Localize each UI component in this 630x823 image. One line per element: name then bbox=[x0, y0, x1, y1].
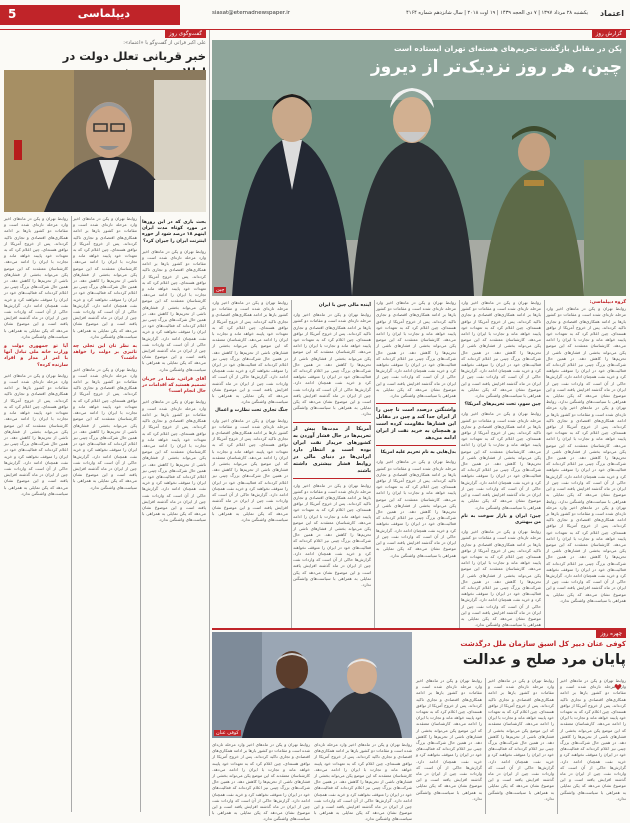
column-divider bbox=[71, 216, 72, 812]
bottom-body-4: روابط تهران و پکن در ماه‌های اخیر وارد مرحله تازه‌ای شده است و مقامات دو کشور بارها بر ادامه همکاری‌های اقتصادی و تجاری تاکید کرده‌اند. پس از خروج آمریکا از توافق هسته‌ای، چین اعلام کرد که به تعهدات خود پایبند خواهد ماند و تجارت با ایران را ادامه می‌دهد. کارشناسان معتقدند که این موضع پکن می‌تواند بخشی از فشارهای ناشی از تحریم‌ها را کاهش دهد. در همین حال شرکت‌های بزرگ چینی نیز اعلام کرده‌اند که فعالیت‌های خود در ایران را متوقف نخواهند کرد و خرید نفت همچنان ادامه دارد. گزارش‌ها حاکی از آن است که واردات نفت چین از ایران در ماه گذشته افزایش یافته است و این موضوع نشان می‌دهد که پکن تمایلی به همراهی با سیاست‌های واشنگتن ندارد. bbox=[212, 742, 310, 822]
bottom-col-3 bbox=[416, 678, 482, 814]
interview-headline: خبر قربانی تعلل دولت در bbox=[62, 49, 206, 63]
section-banner bbox=[0, 5, 180, 25]
top-story-body-1: روابط تهران و پکن در ماه‌های اخیر وارد مرحله تازه‌ای شده است و مقامات دو کشور بارها بر ادامه همکاری‌های اقتصادی و تجاری تاکید کرده‌اند. پس از خروج آمریکا از توافق هسته‌ای، چین اعلام کرد که به تعهدات خود پایبند خواهد ماند و تجارت با ایران را ادامه می‌دهد. کارشناسان معتقدند که این موضع پکن می‌تواند بخشی از فشارهای ناشی از تحریم‌ها را کاهش دهد. در همین حال شرکت‌های بزرگ چینی نیز اعلام کرده‌اند که فعالیت‌های خود در ایران را متوقف نخواهند کرد و خرید نفت همچنان ادامه دارد. گزارش‌ها حاکی از آن است که واردات نفت چین از ایران در ماه گذشته افزایش یافته است و این موضوع نشان می‌دهد که پکن تمایلی به همراهی با سیاست‌های واشنگتن ندارد. bbox=[546, 306, 626, 405]
interview-body-3: روابط تهران و پکن در ماه‌های اخیر وارد مرحله تازه‌ای شده است و مقامات دو کشور بارها بر ادامه همکاری‌های اقتصادی و تجاری تاکید کرده‌اند. پس از خروج آمریکا از توافق هسته‌ای، چین اعلام کرد که به تعهدات خود پایبند خواهد ماند و تجارت با ایران را ادامه می‌دهد. کارشناسان معتقدند که این موضع پکن می‌تواند بخشی از فشارهای ناشی از تحریم‌ها را کاهش دهد. در همین حال شرکت‌های بزرگ چینی نیز اعلام کرده‌اند که فعالیت‌های خود در ایران را متوقف نخواهند کرد و خرید نفت همچنان ادامه دارد. گزارش‌ها حاکی از آن است که واردات نفت چین از ایران در ماه گذشته افزایش یافته است و این موضوع نشان می‌دهد که پکن تمایلی به همراهی با سیاست‌های واشنگتن ندارد. bbox=[73, 216, 137, 339]
interview-q2: آقای فراتی، شما در جریان تصمیم هستید که اقدامات در حال انجام است؟ bbox=[142, 376, 206, 395]
bottom-body-2: روابط تهران و پکن در ماه‌های اخیر وارد مرحله تازه‌ای شده است و مقامات دو کشور بارها بر ادامه همکاری‌های اقتصادی و تجاری تاکید کرده‌اند. پس از خروج آمریکا از توافق هسته‌ای، چین اعلام کرد که به تعهدات خود پایبند خواهد ماند و تجارت با ایران را ادامه می‌دهد. کارشناسان معتقدند که این موضع پکن می‌تواند بخشی از فشارهای ناشی از تحریم‌ها را کاهش دهد. در همین حال شرکت‌های بزرگ چینی نیز اعلام کرده‌اند که فعالیت‌های خود در ایران را متوقف نخواهند کرد و خرید نفت همچنان ادامه دارد. گزارش‌ها حاکی از آن است که واردات نفت چین از ایران در ماه گذشته افزایش یافته است و این موضوع نشان می‌دهد که پکن تمایلی به همراهی با سیاست‌های واشنگتن ندارد. bbox=[488, 678, 554, 801]
interview-body-4: روابط تهران و پکن در ماه‌های اخیر وارد مرحله تازه‌ای شده است و مقامات دو کشور بارها بر ادامه همکاری‌های اقتصادی و تجاری تاکید کرده‌اند. پس از خروج آمریکا از توافق هسته‌ای، چین اعلام کرد که به تعهدات خود پایبند خواهد ماند و تجارت با ایران را ادامه می‌دهد. کارشناسان معتقدند که این موضع پکن می‌تواند بخشی از فشارهای ناشی از تحریم‌ها را کاهش دهد. در همین حال شرکت‌های بزرگ چینی نیز اعلام کرده‌اند که فعالیت‌های خود در ایران را متوقف نخواهند کرد و خرید نفت همچنان ادامه دارد. گزارش‌ها حاکی از آن است که واردات نفت چین از ایران در ماه گذشته افزایش یافته است و این موضوع نشان می‌دهد که پکن تمایلی به همراهی با سیاست‌های واشنگتن ندارد. bbox=[73, 366, 137, 490]
column-divider bbox=[485, 678, 486, 814]
top-story-photo bbox=[212, 40, 626, 296]
bottom-story bbox=[212, 630, 626, 822]
top-col-2 bbox=[461, 300, 541, 628]
bottom-col-1 bbox=[560, 678, 626, 814]
interview-body-5: روابط تهران و پکن در ماه‌های اخیر وارد مرحله تازه‌ای شده است و مقامات دو کشور بارها بر ادامه همکاری‌های اقتصادی و تجاری تاکید کرده‌اند. پس از خروج آمریکا از توافق هسته‌ای، چین اعلام کرد که به تعهدات خود پایبند خواهد ماند و تجارت با ایران را ادامه می‌دهد. کارشناسان معتقدند که این موضع پکن می‌تواند بخشی از فشارهای ناشی از تحریم‌ها را کاهش دهد. در همین حال شرکت‌های بزرگ چینی نیز اعلام کرده‌اند که فعالیت‌های خود در ایران را متوقف نخواهند کرد و خرید نفت همچنان ادامه دارد. گزارش‌ها حاکی از آن است که واردات نفت چین از ایران در ماه گذشته افزایش یافته است و این موضوع نشان می‌دهد که پکن تمایلی به همراهی با سیاست‌های واشنگتن ندارد. bbox=[4, 216, 68, 339]
top-story-body-7: روابط تهران و پکن در ماه‌های اخیر وارد مرحله تازه‌ای شده است و مقامات دو کشور بارها بر ادامه همکاری‌های اقتصادی و تجاری تاکید کرده‌اند. پس از خروج آمریکا از توافق هسته‌ای، چین اعلام کرد که به تعهدات خود پایبند خواهد ماند و تجارت با ایران را ادامه می‌دهد. کارشناسان معتقدند که این موضع پکن می‌تواند بخشی از فشارهای ناشی از تحریم‌ها را کاهش دهد. در همین حال شرکت‌های بزرگ چینی نیز اعلام کرده‌اند که فعالیت‌های خود در ایران را متوقف نخواهند کرد و خرید نفت همچنان ادامه دارد. گزارش‌ها حاکی از آن است که واردات نفت چین از ایران در ماه گذشته افزایش یافته است و این موضوع نشان می‌دهد که پکن تمایلی به همراهی با سیاست‌های واشنگتن ندارد. bbox=[376, 300, 456, 399]
top-story-body-5: روابط تهران و پکن در ماه‌های اخیر وارد مرحله تازه‌ای شده است و مقامات دو کشور بارها بر ادامه همکاری‌های اقتصادی و تجاری تاکید کرده‌اند. پس از خروج آمریکا از توافق هسته‌ای، چین اعلام کرد که به تعهدات خود پایبند خواهد ماند و تجارت با ایران را ادامه می‌دهد. کارشناسان معتقدند که این موضع پکن می‌تواند بخشی از فشارهای ناشی از تحریم‌ها را کاهش دهد. در همین حال شرکت‌های بزرگ چینی نیز اعلام کرده‌اند که فعالیت‌های خود در ایران را متوقف نخواهند کرد و خرید نفت همچنان ادامه دارد. گزارش‌ها حاکی از آن است که واردات نفت چین از ایران در ماه گذشته افزایش یافته است و این موضوع نشان می‌دهد که پکن تمایلی به همراهی با سیاست‌های واشنگتن ندارد. bbox=[461, 411, 541, 510]
bottom-body-1: روابط تهران و پکن در ماه‌های اخیر وارد مرحله تازه‌ای شده است و مقامات دو کشور بارها بر ادامه همکاری‌های اقتصادی و تجاری تاکید کرده‌اند. پس از خروج آمریکا از توافق هسته‌ای، چین اعلام کرد که به تعهدات خود پایبند خواهد ماند و تجارت با ایران را ادامه می‌دهد. کارشناسان معتقدند که این موضع پکن می‌تواند بخشی از فشارهای ناشی از تحریم‌ها را کاهش دهد. در همین حال شرکت‌های بزرگ چینی نیز اعلام کرده‌اند که فعالیت‌های خود در ایران را متوقف نخواهند کرد و خرید نفت همچنان ادامه دارد. گزارش‌ها حاکی از آن است که واردات نفت چین از ایران در ماه گذشته افزایش یافته است و این موضوع نشان می‌دهد که پکن تمایلی به همراهی با سیاست‌های واشنگتن ندارد. bbox=[560, 678, 626, 801]
middle-body-3: روابط تهران و پکن در ماه‌های اخیر وارد مرحله تازه‌ای شده است و مقامات دو کشور بارها بر ادامه همکاری‌های اقتصادی و تجاری تاکید کرده‌اند. پس از خروج آمریکا از توافق هسته‌ای، چین اعلام کرد که به تعهدات خود پایبند خواهد ماند و تجارت با ایران را ادامه می‌دهد. کارشناسان معتقدند که این موضع پکن می‌تواند بخشی از فشارهای ناشی از تحریم‌ها را کاهش دهد. در همین حال شرکت‌های بزرگ چینی نیز اعلام کرده‌اند که فعالیت‌های خود در ایران را متوقف نخواهند کرد و خرید نفت همچنان ادامه دارد. گزارش‌ها حاکی از آن است که واردات نفت چین از ایران در ماه گذشته افزایش یافته است و این موضوع نشان می‌دهد که پکن تمایلی به همراهی با سیاست‌های واشنگتن ندارد. bbox=[212, 300, 288, 405]
top-story-body-8: روابط تهران و پکن در ماه‌های اخیر وارد مرحله تازه‌ای شده است و مقامات دو کشور بارها بر ادامه همکاری‌های اقتصادی و تجاری تاکید کرده‌اند. پس از خروج آمریکا از توافق هسته‌ای، چین اعلام کرد که به تعهدات خود پایبند خواهد ماند و تجارت با ایران را ادامه می‌دهد. کارشناسان معتقدند که این موضع پکن می‌تواند بخشی از فشارهای ناشی از تحریم‌ها را کاهش دهد. در همین حال شرکت‌های بزرگ چینی نیز اعلام کرده‌اند که فعالیت‌های خود در ایران را متوقف نخواهند کرد و خرید نفت همچنان ادامه دارد. گزارش‌ها حاکی از آن است که واردات نفت چین از ایران در ماه گذشته افزایش یافته است و این موضوع نشان می‌دهد که پکن تمایلی به همراهی با سیاست‌های واشنگتن ندارد. bbox=[376, 459, 456, 558]
masthead bbox=[0, 0, 630, 30]
bottom-body-5: روابط تهران و پکن در ماه‌های اخیر وارد مرحله تازه‌ای شده است و مقامات دو کشور بارها بر ادامه همکاری‌های اقتصادی و تجاری تاکید کرده‌اند. پس از خروج آمریکا از توافق هسته‌ای، چین اعلام کرد که به تعهدات خود پایبند خواهد ماند و تجارت با ایران را ادامه می‌دهد. کارشناسان معتقدند که این موضع پکن می‌تواند بخشی از فشارهای ناشی از تحریم‌ها را کاهش دهد. در همین حال شرکت‌های بزرگ چینی نیز اعلام کرده‌اند که فعالیت‌های خود در ایران را متوقف نخواهند کرد و خرید نفت همچنان ادامه دارد. گزارش‌ها حاکی از آن است که واردات نفت چین از ایران در ماه گذشته افزایش یافته است و این موضوع نشان می‌دهد که پکن تمایلی به همراهی با سیاست‌های واشنگتن ندارد. bbox=[314, 742, 412, 822]
interview-q4: آیا تو جمهوری دولت و وزارت خانه ملی تبادل آنها با امر از مدار و افراد سازنده کرده؟ bbox=[4, 344, 68, 368]
top-story-tag: گزارش روز bbox=[592, 30, 626, 38]
top-story-author: گروه دیپلماسی: bbox=[589, 300, 626, 305]
interview-col-middle bbox=[73, 216, 137, 812]
bottom-story-kicker: کوفی عنان دبیر کل اسبق سازمان ملل درگذشت bbox=[460, 640, 626, 648]
top-story-kicker: پکن در مقابل بازگشت تحریم‌های هسته‌ای تهران ایستاده است bbox=[393, 44, 622, 53]
column-divider bbox=[140, 216, 141, 812]
top-col-1 bbox=[546, 300, 626, 628]
bottom-col-4 bbox=[212, 742, 310, 822]
top-col-3 bbox=[376, 300, 456, 628]
interview-body-6: روابط تهران و پکن در ماه‌های اخیر وارد مرحله تازه‌ای شده است و مقامات دو کشور بارها بر ادامه همکاری‌های اقتصادی و تجاری تاکید کرده‌اند. پس از خروج آمریکا از توافق هسته‌ای، چین اعلام کرد که به تعهدات خود پایبند خواهد ماند و تجارت با ایران را ادامه می‌دهد. کارشناسان معتقدند که این موضع پکن می‌تواند بخشی از فشارهای ناشی از تحریم‌ها را کاهش دهد. در همین حال شرکت‌های بزرگ چینی نیز اعلام کرده‌اند که فعالیت‌های خود در ایران را متوقف نخواهند کرد و خرید نفت همچنان ادامه دارد. گزارش‌ها حاکی از آن است که واردات نفت چین از ایران در ماه گذشته افزایش یافته است و این موضوع نشان می‌دهد که پکن تمایلی به همراهی با سیاست‌های واشنگتن ندارد. bbox=[4, 372, 68, 496]
top-story-body-3: روابط تهران و پکن در ماه‌های اخیر وارد مرحله تازه‌ای شده است و مقامات دو کشور بارها بر ادامه همکاری‌های اقتصادی و تجاری تاکید کرده‌اند. پس از خروج آمریکا از توافق هسته‌ای، چین اعلام کرد که به تعهدات خود پایبند خواهد ماند و تجارت با ایران را ادامه می‌دهد. کارشناسان معتقدند که این موضع پکن می‌تواند بخشی از فشارهای ناشی از تحریم‌ها را کاهش دهد. در همین حال شرکت‌های بزرگ چینی نیز اعلام کرده‌اند که فعالیت‌های خود در ایران را متوقف نخواهند کرد و خرید نفت همچنان ادامه دارد. گزارش‌ها حاکی از آن است که واردات نفت چین از ایران در ماه گذشته افزایش یافته است و این موضوع نشان می‌دهد که پکن تمایلی به همراهی با سیاست‌های واشنگتن ندارد. bbox=[546, 498, 626, 603]
photo-caption: چین bbox=[216, 287, 225, 293]
bottom-col-5 bbox=[314, 742, 412, 822]
top-story-sub1: چین سوم، تحت تحریم‌های آمریکا؟ bbox=[464, 402, 541, 408]
middle-body-1: روابط تهران و پکن در ماه‌های اخیر وارد مرحله تازه‌ای شده است و مقامات دو کشور بارها بر ادامه همکاری‌های اقتصادی و تجاری تاکید کرده‌اند. پس از خروج آمریکا از توافق هسته‌ای، چین اعلام کرد که به تعهدات خود پایبند خواهد ماند و تجارت با ایران را ادامه می‌دهد. کارشناسان معتقدند که این موضع پکن می‌تواند بخشی از فشارهای ناشی از تحریم‌ها را کاهش دهد. در همین حال شرکت‌های بزرگ چینی نیز اعلام کرده‌اند که فعالیت‌های خود در ایران را متوقف نخواهند کرد و خرید نفت همچنان ادامه دارد. گزارش‌ها حاکی از آن است که واردات نفت چین از ایران در ماه گذشته افزایش یافته است و این موضوع نشان می‌دهد که پکن تمایلی به همراهی با سیاست‌های واشنگتن ندارد. bbox=[293, 312, 371, 417]
column-divider bbox=[544, 300, 545, 628]
interview-col-left bbox=[4, 216, 68, 812]
top-story bbox=[212, 30, 626, 628]
column-divider bbox=[459, 300, 460, 628]
top-story-body-4: روابط تهران و پکن در ماه‌های اخیر وارد مرحله تازه‌ای شده است و مقامات دو کشور بارها بر ادامه همکاری‌های اقتصادی و تجاری تاکید کرده‌اند. پس از خروج آمریکا از توافق هسته‌ای، چین اعلام کرد که به تعهدات خود پایبند خواهد ماند و تجارت با ایران را ادامه می‌دهد. کارشناسان معتقدند که این موضع پکن می‌تواند بخشی از فشارهای ناشی از تحریم‌ها را کاهش دهد. در همین حال شرکت‌های بزرگ چینی نیز اعلام کرده‌اند که فعالیت‌های خود در ایران را متوقف نخواهند کرد و خرید نفت همچنان ادامه دارد. گزارش‌ها حاکی از آن است که واردات نفت چین از ایران در ماه گذشته افزایش یافته است و این موضوع نشان می‌دهد که پکن تمایلی به همراهی با سیاست‌های واشنگتن ندارد. bbox=[461, 300, 541, 399]
interview-byline: علی اکبر فراتی از گفت‌وگو با «اعتماد»: bbox=[123, 40, 206, 46]
bottom-story-tag: چهره روز bbox=[596, 630, 626, 638]
interview-body-1: روابط تهران و پکن در ماه‌های اخیر وارد مرحله تازه‌ای شده است و مقامات دو کشور بارها بر ادامه همکاری‌های اقتصادی و تجاری تاکید کرده‌اند. پس از خروج آمریکا از توافق هسته‌ای، چین اعلام کرد که به تعهدات خود پایبند خواهد ماند و تجارت با ایران را ادامه می‌دهد. کارشناسان معتقدند که این موضع پکن می‌تواند بخشی از فشارهای ناشی از تحریم‌ها را کاهش دهد. در همین حال شرکت‌های بزرگ چینی نیز اعلام کرده‌اند که فعالیت‌های خود در ایران را متوقف نخواهند کرد و خرید نفت همچنان ادامه دارد. گزارش‌ها حاکی از آن است که واردات نفت چین از ایران در ماه گذشته افزایش یافته است و این موضوع نشان می‌دهد که پکن تمایلی به همراهی با سیاست‌های واشنگتن ندارد. bbox=[142, 248, 206, 372]
top-col-5 bbox=[212, 300, 288, 628]
top-story-body-2: روابط تهران و پکن در ماه‌های اخیر وارد مرحله تازه‌ای شده است و مقامات دو کشور بارها بر ادامه همکاری‌های اقتصادی و تجاری تاکید کرده‌اند. پس از خروج آمریکا از توافق هسته‌ای، چین اعلام کرد که به تعهدات خود پایبند خواهد ماند و تجارت با ایران را ادامه می‌دهد. کارشناسان معتقدند که این موضع پکن می‌تواند بخشی از فشارهای ناشی از تحریم‌ها را کاهش دهد. در همین حال شرکت‌های بزرگ چینی نیز اعلام کرده‌اند که فعالیت‌های خود در ایران را متوقف نخواهند کرد و خرید نفت همچنان ادامه دارد. گزارش‌ها حاکی از آن است که واردات نفت چین از ایران در ماه گذشته افزایش یافته است و این موضوع نشان می‌دهد که پکن تمایلی به همراهی با سیاست‌های واشنگتن ندارد. bbox=[546, 399, 626, 504]
top-story-sub2: چین؛ ایران و بازار سوخت به نام من ببهنتری bbox=[461, 513, 541, 525]
bottom-story-photo bbox=[212, 632, 412, 738]
middle-sub1: آینده مالی چین با ایران bbox=[318, 303, 371, 308]
top-col-4 bbox=[293, 300, 371, 628]
vertical-separator bbox=[209, 30, 210, 816]
masthead-dateline: یکشنبه ۲۸ مرداد ۱۳۹۷ | ۷ ذی الحجه ۱۴۳۹ | ۱۹ اوت ۲۰۱۸ | سال شانزدهم شماره ۴۱۶۴ bbox=[406, 10, 588, 16]
middle-sub2: جنگ تجاری تحت نظارت و اعمال bbox=[215, 408, 288, 414]
interview-tag: گفت‌وگوی روز bbox=[165, 30, 206, 38]
bottom-photo-caption: کوفی عنان bbox=[216, 730, 239, 736]
bottom-col-2 bbox=[488, 678, 554, 814]
page-number: 5 bbox=[8, 7, 17, 21]
middle-pullquote: آمریکا از مدت‌ها پیش از تحریم‌ها در حال فشار آوردن به کشورهای خریدار نفت ایران بوده است و انتظار دارد ایرانی‌ها در دنیای مالی در روابط فشار بیشتری داشته باشند bbox=[293, 422, 371, 479]
bottom-story-headline: پایان مرد صلح و عدالت bbox=[462, 652, 626, 668]
middle-body-4: روابط تهران و پکن در ماه‌های اخیر وارد مرحله تازه‌ای شده است و مقامات دو کشور بارها بر ادامه همکاری‌های اقتصادی و تجاری تاکید کرده‌اند. پس از خروج آمریکا از توافق هسته‌ای، چین اعلام کرد که به تعهدات خود پایبند خواهد ماند و تجارت با ایران را ادامه می‌دهد. کارشناسان معتقدند که این موضع پکن می‌تواند بخشی از فشارهای ناشی از تحریم‌ها را کاهش دهد. در همین حال شرکت‌های بزرگ چینی نیز اعلام کرده‌اند که فعالیت‌های خود در ایران را متوقف نخواهند کرد و خرید نفت همچنان ادامه دارد. گزارش‌ها حاکی از آن است که واردات نفت چین از ایران در ماه گذشته افزایش یافته است و این موضوع نشان می‌دهد که پکن تمایلی به همراهی با سیاست‌های واشنگتن ندارد. bbox=[212, 417, 288, 522]
newspaper-logo: اعتماد bbox=[600, 9, 624, 18]
interview-photo bbox=[4, 70, 206, 212]
interview-body-2: روابط تهران و پکن در ماه‌های اخیر وارد مرحله تازه‌ای شده است و مقامات دو کشور بارها بر ادامه همکاری‌های اقتصادی و تجاری تاکید کرده‌اند. پس از خروج آمریکا از توافق هسته‌ای، چین اعلام کرد که به تعهدات خود پایبند خواهد ماند و تجارت با ایران را ادامه می‌دهد. کارشناسان معتقدند که این موضع پکن می‌تواند بخشی از فشارهای ناشی از تحریم‌ها را کاهش دهد. در همین حال شرکت‌های بزرگ چینی نیز اعلام کرده‌اند که فعالیت‌های خود در ایران را متوقف نخواهند کرد و خرید نفت همچنان ادامه دارد. گزارش‌ها حاکی از آن است که واردات نفت چین از ایران در ماه گذشته افزایش یافته است و این موضوع نشان می‌دهد که پکن تمایلی به همراهی با سیاست‌های واشنگتن ندارد. bbox=[142, 399, 206, 523]
interview-q1: بحث بازی که در این روزها در مورد کوتاه مدت ایران اینهم ۱۸ درصد شود از حوزه اینترنت ایران را جبران کرد؟ bbox=[142, 220, 206, 244]
interview-q3: به نظر تان این تجلی چه تاثیری بر دولت را خواهد داشت؟ bbox=[73, 344, 137, 362]
column-divider bbox=[291, 300, 292, 628]
bottom-body-3: روابط تهران و پکن در ماه‌های اخیر وارد مرحله تازه‌ای شده است و مقامات دو کشور بارها بر ادامه همکاری‌های اقتصادی و تجاری تاکید کرده‌اند. پس از خروج آمریکا از توافق هسته‌ای، چین اعلام کرد که به تعهدات خود پایبند خواهد ماند و تجارت با ایران را ادامه می‌دهد. کارشناسان معتقدند که این موضع پکن می‌تواند بخشی از فشارهای ناشی از تحریم‌ها را کاهش دهد. در همین حال شرکت‌های بزرگ چینی نیز اعلام کرده‌اند که فعالیت‌های خود در ایران را متوقف نخواهند کرد و خرید نفت همچنان ادامه دارد. گزارش‌ها حاکی از آن است که واردات نفت چین از ایران در ماه گذشته افزایش یافته است و این موضوع نشان می‌دهد که پکن تمایلی به همراهی با سیاست‌های واشنگتن ندارد. bbox=[416, 678, 482, 801]
column-divider bbox=[557, 678, 558, 814]
top-story-pullquote: واشنگتن درصدد است تا چین را از ایران جدا کند و چین در مقابل این فشارها مقاومت کرده است و همچنان به خرید نفت از ایران ادامه می‌دهد bbox=[376, 403, 456, 446]
masthead-website: siasat@etemadnewspaper.ir bbox=[212, 10, 291, 16]
column-divider bbox=[374, 300, 375, 628]
top-story-sub3: بدل‌هایی به نام تحریم علیه امریکا bbox=[380, 450, 456, 456]
top-story-headline: چین، هر روز نزدیک‌تر از دیروز bbox=[370, 57, 622, 77]
interview-story bbox=[4, 30, 206, 816]
interview-col-right bbox=[142, 216, 206, 812]
middle-body-2: روابط تهران و پکن در ماه‌های اخیر وارد مرحله تازه‌ای شده است و مقامات دو کشور بارها بر ادامه همکاری‌های اقتصادی و تجاری تاکید کرده‌اند. پس از خروج آمریکا از توافق هسته‌ای، چین اعلام کرد که به تعهدات خود پایبند خواهد ماند و تجارت با ایران را ادامه می‌دهد. کارشناسان معتقدند که این موضع پکن می‌تواند بخشی از فشارهای ناشی از تحریم‌ها را کاهش دهد. در همین حال شرکت‌های بزرگ چینی نیز اعلام کرده‌اند که فعالیت‌های خود در ایران را متوقف نخواهند کرد و خرید نفت همچنان ادامه دارد. گزارش‌ها حاکی از آن است که واردات نفت چین از ایران در ماه گذشته افزایش یافته است و این موضوع نشان می‌دهد که پکن تمایلی به همراهی با سیاست‌های واشنگتن ندارد. bbox=[293, 482, 371, 587]
section-title: دیپلماسی bbox=[77, 7, 130, 20]
top-story-body-6: روابط تهران و پکن در ماه‌های اخیر وارد مرحله تازه‌ای شده است و مقامات دو کشور بارها بر ادامه همکاری‌های اقتصادی و تجاری تاکید کرده‌اند. پس از خروج آمریکا از توافق هسته‌ای، چین اعلام کرد که به تعهدات خود پایبند خواهد ماند و تجارت با ایران را ادامه می‌دهد. کارشناسان معتقدند که این موضع پکن می‌تواند بخشی از فشارهای ناشی از تحریم‌ها را کاهش دهد. در همین حال شرکت‌های بزرگ چینی نیز اعلام کرده‌اند که فعالیت‌های خود در ایران را متوقف نخواهند کرد و خرید نفت همچنان ادامه دارد. گزارش‌ها حاکی از آن است که واردات نفت چین از ایران در ماه گذشته افزایش یافته است و این موضوع نشان می‌دهد که پکن تمایلی به همراهی با سیاست‌های واشنگتن ندارد. bbox=[461, 529, 541, 628]
